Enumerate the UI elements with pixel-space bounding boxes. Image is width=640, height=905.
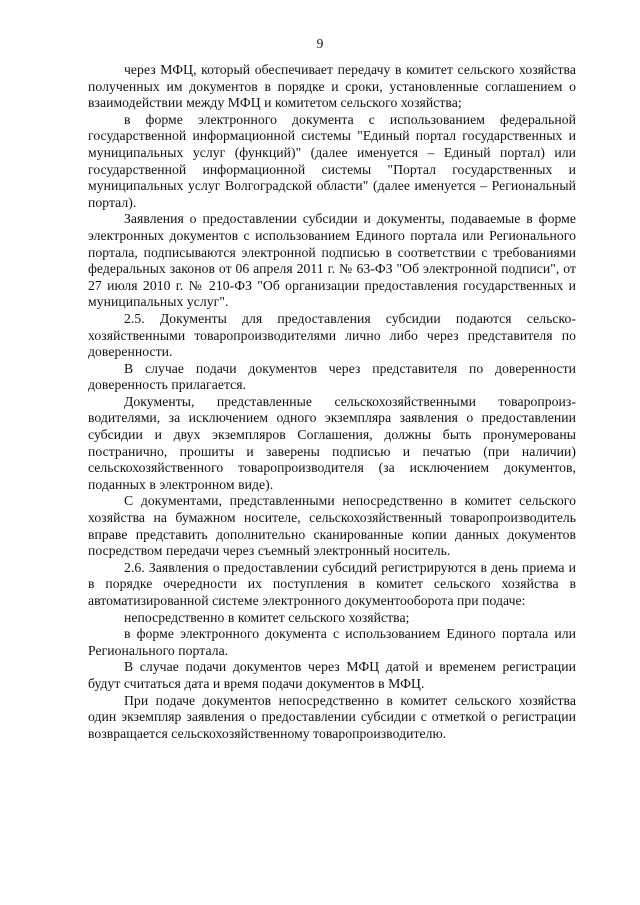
paragraph-registration-return: При подаче документов непосредственно в комитет сельского хозяйства один экземпляр заявления о предоставлении субсидии с отметкой о регистрации возвращается сельскохозяйственному товаропроизводителю.: [88, 692, 576, 741]
paragraph-2-5-submission: 2.5. Документы для предоставления субсидии подаются сельско-хозяйственными товаропроизводителями лично либо через представителя по доверенности.: [88, 310, 576, 360]
document-body: [88, 62, 576, 742]
paragraph-direct-submission: непосредственно в комитет сельского хозяйства;: [124, 609, 410, 625]
paragraph-mfc-transfer: через МФЦ, который обеспечивает передачу в комитет сельского хозяйства полученных им документов в порядке и сроки, установленные соглашением о взаимодействии между МФЦ и комитетом сельского хозяйства;: [88, 62, 576, 111]
paragraph-document-requirements: Документы, представленные сельскохозяйственными товаропроиз-водителями, за исключением одного экземпляра заявления о предоставлении субсидии и двух экземпляров Соглашения, должны быть пронумерованы постранично, прошиты и заверены подписью и печатью (при наличии) сельскохозяйственного товаропроизводителя (за исключением документов, поданных в электронном виде).: [88, 393, 576, 492]
paragraph-power-of-attorney: В случае подачи документов через представителя по доверенности доверенность прилагается.: [88, 360, 576, 393]
paragraph-electronic-form: в форме электронного документа с использованием федеральной государственной информационной системы "Единый портал государственных и муниципальных услуг (функций)" (далее именуется – Единый портал) или государственной информационной системы "Портал государственных и муниципальных услуг Волгоградской области" (далее именуется – Региональный портал).: [88, 111, 576, 210]
page-number: 9: [316, 36, 324, 51]
paragraph-scanned-copies: С документами, представленными непосредственно в комитет сельского хозяйства на бумажном носителе, сельскохозяйственный товаропроизводитель вправе представить дополнительно сканированные копии данных документов посредством передачи через съемный электронный носитель.: [88, 493, 576, 559]
paragraph-electronic-submission: в форме электронного документа с использованием Единого портала или Регионального портала.: [88, 626, 576, 658]
paragraph-2-6-registration: 2.6. Заявления о предоставлении субсидий регистрируются в день приема и в порядке очередности их поступления в комитет сельского хозяйства в автоматизированной системе электронного документооборота при подаче:: [88, 559, 576, 608]
paragraph-electronic-signature: Заявления о предоставлении субсидии и документы, подаваемые в форме электронных документов с использованием Единого портала или Регионального портала, подписываются электронной подписью в соответствии с требованиями федеральных законов от 06 апреля 2011 г. № 63-ФЗ "Об электронной подписи", от 27 июля 2010 г. № 210-ФЗ "Об организации предоставления государственных и муниципальных услуг".: [88, 211, 576, 310]
paragraph-mfc-registration-date: В случае подачи документов через МФЦ датой и временем регистрации будут считаться дата и время подачи документов в МФЦ.: [88, 659, 576, 691]
